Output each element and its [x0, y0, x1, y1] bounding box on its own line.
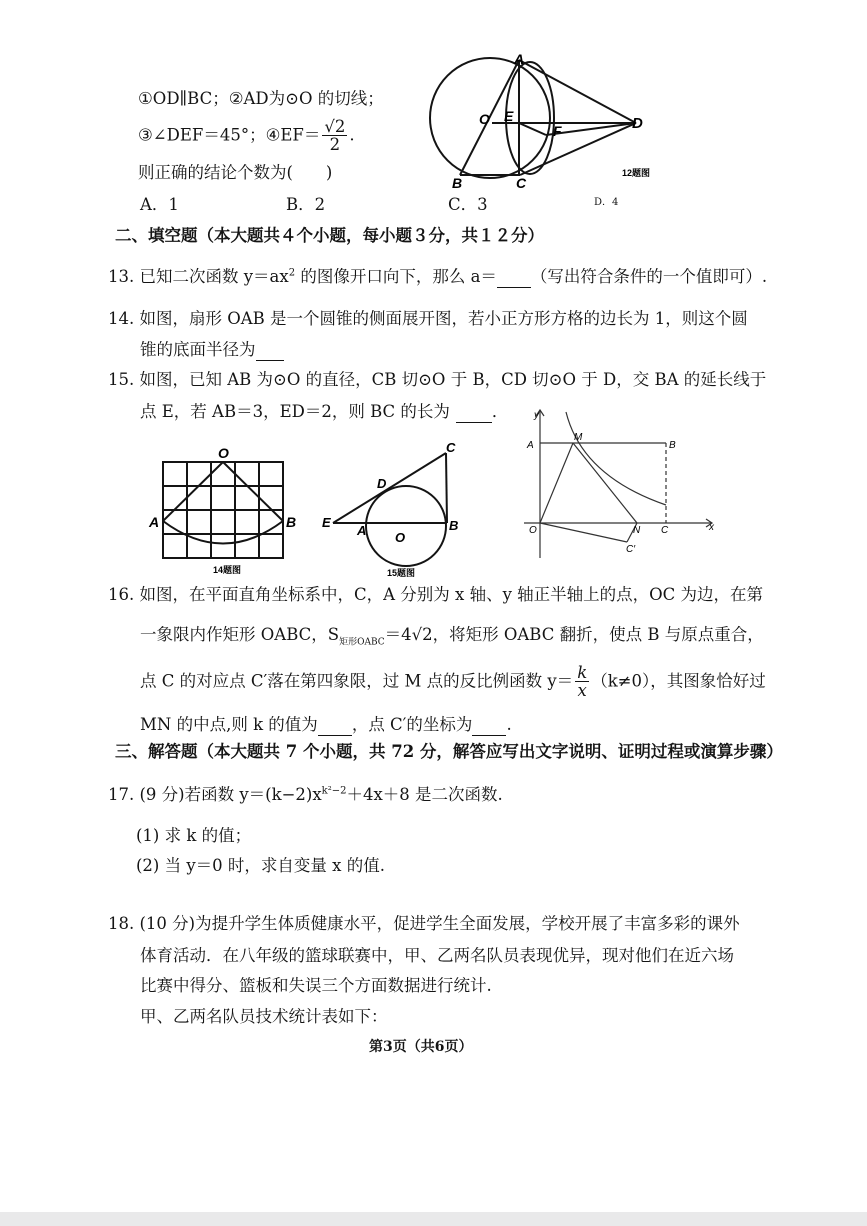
q13-part-b: 的图像开口向下，那么 a＝ [295, 267, 497, 286]
q16-line4-text: MN 的中点,则 k 的值为 [140, 715, 318, 734]
q16-fraction [575, 664, 589, 700]
q15-label-a: A [357, 523, 367, 538]
q16-line3 [140, 664, 766, 700]
q17-text [108, 785, 503, 805]
q12-frac-den: 2 [329, 135, 341, 155]
q18-line2: 体育活动．在八年级的篮球联赛中，甲、乙两名队员表现优异，现对他们在近六场 [140, 946, 734, 965]
q12-label-b: B [452, 175, 463, 191]
q16-c-prime-blank [472, 715, 506, 736]
page-footer: 第3页（共6页） [369, 1039, 473, 1055]
q17-part2: (2) 当 y＝0 时，求自变量 x 的值. [136, 856, 385, 875]
q16-line2 [140, 625, 764, 648]
q14-label-o: O [218, 445, 229, 461]
q16-label-m: M [574, 432, 583, 443]
q12-label-a: A [514, 51, 525, 67]
q15-line2-text: 点 E，若 AB＝3，ED＝2，则 BC 的长为 [140, 402, 450, 421]
q17-part-b: ＋4x＋8 是二次函数. [346, 785, 503, 804]
q16-line-mn [573, 443, 637, 523]
q12-label-f: F [553, 123, 562, 139]
q16-line-oc-prime [540, 523, 627, 542]
q15-line1: 15. 如图，已知 AB 为⊙O 的直径，CB 切⊙O 于 B，CD 切⊙O 于 D，交 BA 的延长线于 [108, 370, 767, 389]
q18-line1: 18. (10 分)为提升学生体质健康水平，促进学生全面发展，学校开展了丰富多彩的课外 [108, 914, 740, 933]
scan-edge [0, 1212, 867, 1226]
q12-label-o: O [479, 111, 490, 127]
q16-line1: 16. 如图，在平面直角坐标系中，C，A 分别为 x 轴、y 轴正半轴上的点，OC 为边，在第 [108, 585, 764, 604]
q16-label-x: x [709, 522, 714, 533]
q15-label-c: C [446, 440, 456, 455]
q17-exponent: k²−2 [321, 785, 347, 797]
q12-caption: 12题图 [622, 168, 651, 178]
section3-title: 三、解答题（本大题共 7 个小题，共 72 分，解答应写出文字说明、证明过程或演算步骤） [115, 742, 783, 761]
q16-line4-mid: ，点 C′的坐标为 [351, 715, 473, 734]
q14-label-b: B [286, 514, 297, 530]
q16-line3-text: 点 C 的对应点 C′落在第四象限，过 M 点的反比例函数 y＝ [140, 671, 574, 691]
q12-option-a: A．1 [140, 195, 179, 214]
q16-label-c: C [661, 525, 669, 536]
q15-line2-end: ． [491, 402, 509, 421]
q16-label-o: O [529, 525, 537, 536]
q16-frac-den: x [577, 681, 587, 701]
q16-label-y: y [534, 410, 539, 421]
q16-line-om [540, 443, 573, 523]
q16-label-c-prime: C′ [626, 544, 636, 555]
q14-caption: 14题图 [213, 565, 242, 575]
q16-line4-end: . [506, 715, 512, 734]
q16-hyperbola [566, 412, 666, 505]
q18-line4: 甲、乙两名队员技术统计表如下： [140, 1007, 388, 1026]
q14-label-a: A [149, 514, 160, 530]
section2-title: 二、填空题（本大题共４个小题，每小题３分，共１２分） [115, 226, 544, 245]
q12-line2-text: ③∠DEF＝45°；④EF＝ [138, 125, 321, 145]
q14-line2-text: 锥的底面半径为 [140, 340, 256, 359]
q15-label-d: D [377, 476, 387, 491]
q16-line2-text: 一象限内作矩形 OABC，S [140, 625, 340, 644]
q13-exponent: 2 [288, 267, 296, 279]
q16-k-blank [318, 715, 352, 736]
q17-part-a: 17. (9 分)若函数 y＝(k−2)x [108, 785, 322, 804]
q13-part-c: （写出符合条件的一个值即可）. [530, 267, 768, 286]
q14-line1: 14. 如图，扇形 OAB 是一个圆锥的侧面展开图，若小正方形方格的边长为 1，则这个圆 [108, 309, 748, 328]
q15-label-b: B [449, 518, 459, 533]
q12-line3: 则正确的结论个数为( ) [138, 163, 333, 182]
q12-line2-end: . [349, 125, 355, 145]
q16-label-n: N [633, 525, 641, 536]
q15-caption: 15题图 [387, 568, 416, 578]
q13-part-a: 13. 已知二次函数 y＝ax [108, 267, 289, 286]
q16-line3-rest: （k≠0），其图象恰好过 [591, 671, 766, 691]
q12-option-b: B．2 [286, 195, 326, 214]
q16-label-a: A [527, 440, 534, 451]
q12-option-c: C．3 [448, 195, 488, 214]
q16-label-b: B [669, 440, 676, 451]
q16-line4 [140, 715, 512, 736]
q15-label-o: O [395, 530, 406, 545]
q18-line3: 比赛中得分、篮板和失误三个方面数据进行统计. [140, 976, 492, 995]
q15-label-e: E [322, 515, 331, 530]
q12-label-d: D [632, 115, 643, 132]
q16-area-subscript: 矩形OABC [339, 637, 385, 648]
q16-line2-rest: ＝4√2，将矩形 OABC 翻折，使点 B 与原点重合， [384, 625, 764, 644]
q16-frac-num: k [577, 663, 588, 682]
q12-frac-num: √2 [324, 117, 346, 136]
q12-option-d: D．4 [594, 197, 619, 208]
q17-part1: (1) 求 k 的值； [136, 826, 252, 845]
q12-label-e: E [504, 108, 514, 124]
q12-line1: ①OD∥BC；②AD为⊙O 的切线； [138, 89, 384, 108]
q12-label-c: C [516, 175, 527, 191]
